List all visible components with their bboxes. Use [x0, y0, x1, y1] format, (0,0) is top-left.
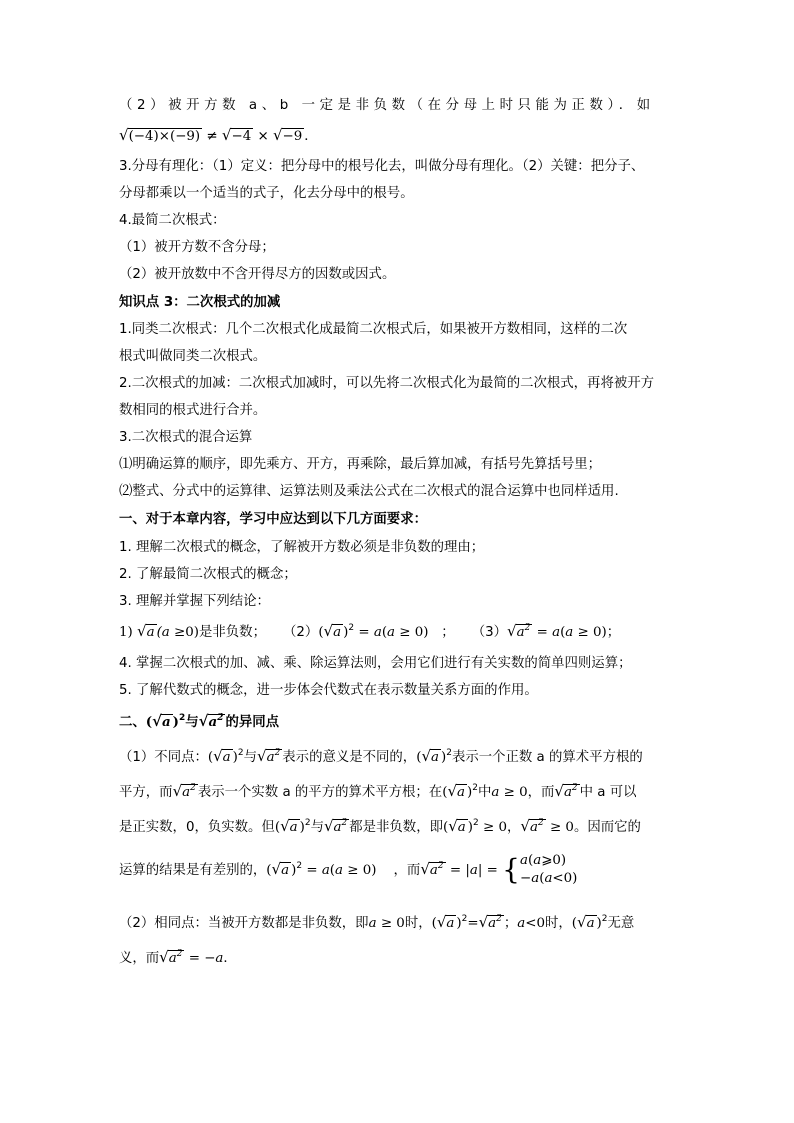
text-line: 1. 理解二次根式的概念，了解被开方数必须是非负数的理由；: [119, 540, 485, 555]
text-line: 4. 掌握二次根式的加、减、乘、除运算法则，会用它们进行有关实数的简单四则运算；: [119, 656, 632, 671]
text-line: 3. 理解并掌握下列结论：: [119, 594, 270, 609]
text-line: （2）相同点：当被开方数都是非负数，即a ≥ 0时，(√a )$^2=√a^2$ ；a<0时，(√a )$^2$无意: [119, 913, 635, 931]
text-line: 4.最简二次根式：: [119, 213, 226, 228]
text-line: 运算的结果是有差别的，(√a )$^2$ = a(a ≥ 0) ，而$√a^2 = |a|$ = { a(a⩾0) −a(a<0): [119, 853, 578, 886]
text-line: 平方，而$√a^2$ 表示一个实数 a 的平方的算术平方根；在(√a )$^2$中a ≥ 0，而$√a^2$ 中 a 可以: [119, 782, 637, 800]
text-line: 3.分母有理化：（1）定义：把分母中的根号化去，叫做分母有理化。（2）关键：把分子、: [119, 159, 645, 174]
text-line: （2）被开放数中不含开得尽方的因数或因式。: [119, 267, 396, 282]
section-heading: 一、对于本章内容，学习中应达到以下几方面要求：: [119, 512, 427, 527]
piecewise-cases: a(a⩾0) −a(a<0): [519, 853, 578, 886]
formula-line: 1) √a (a ≥0)是非负数； （2）(√a )$^2$ = a(a ≥ 0) ； $(3)√a^2 = a(a \ge 0)$；: [119, 622, 621, 640]
text-line: 3.二次根式的混合运算: [119, 430, 253, 445]
brace-symbol: {: [502, 853, 520, 886]
text-line: 是正实数，0，负实数。但(√a )$^2$与$√a^2$ 都是非负数，即(√a )$^2$ ≥ 0，$√a^2 \ge 0$。因而它的: [119, 817, 641, 835]
text-line: 2.二次根式的加减：二次根式加减时，可以先将二次根式化为最简的二次根式，再将被开方: [119, 376, 655, 391]
text-line: 5. 了解代数式的概念，进一步体会代数式在表示数量关系方面的作用。: [119, 683, 538, 698]
text-line: 2. 了解最简二次根式的概念；: [119, 567, 297, 582]
section-heading: 知识点 3：二次根式的加减: [119, 295, 281, 310]
text-line: ⑴明确运算的顺序，即先乘方、开方，再乘除，最后算加减，有括号先算括号里；: [119, 457, 602, 472]
section-heading: 二、(√a )$^2$与$√a^2$ 的异同点: [119, 712, 280, 730]
text-line: 根式叫做同类二次根式。: [119, 349, 267, 364]
text-line: 分母都乘以一个适当的式子，化去分母中的根号。: [119, 186, 414, 201]
text-line: 数相同的根式进行合并。: [119, 403, 267, 418]
formula-line: √(−4)×(−9) ≠ √−4 × √−9 ．: [119, 126, 318, 144]
text-line: （1）不同点：(√a )$^2$与$√a^2$ 表示的意义是不同的，(√a )$^2$表示一个正数 a 的算术平方根的: [119, 747, 643, 765]
text-line: （2）被开方数 a、b 一定是非负数（在分母上时只能为正数）．如: [119, 98, 655, 113]
text-line: 1.同类二次根式：几个二次根式化成最简二次根式后，如果被开方数相同，这样的二次: [119, 322, 628, 337]
text-line: （1）被开方数不含分母；: [119, 240, 275, 255]
text-line: 义，而$√a^2 = -a$．: [119, 948, 237, 966]
text-line: ⑵整式、分式中的运算律、运算法则及乘法公式在二次根式的混合运算中也同样适用.: [119, 484, 619, 499]
